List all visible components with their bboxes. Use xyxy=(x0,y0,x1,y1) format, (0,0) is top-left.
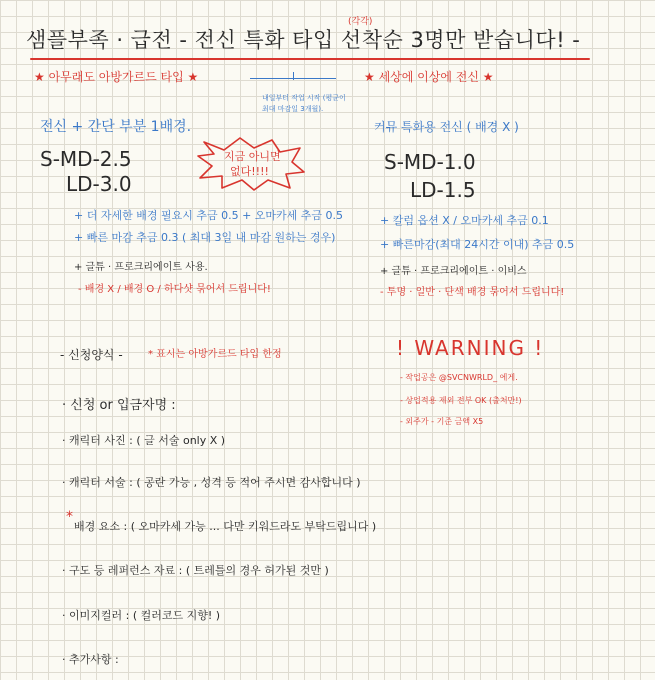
left-price-ld: LD-3.0 xyxy=(66,172,132,196)
right-price-ld: LD-1.5 xyxy=(410,178,476,202)
form-item-reference: · 구도 등 레퍼런스 자료 : ( 트레틀의 경우 허가된 것만 ) xyxy=(62,564,329,577)
center-tick xyxy=(293,72,294,80)
right-header: 커뮤 특화용 전신 ( 배경 X ) xyxy=(374,120,519,134)
left-type-label: ★ 아무래도 아방가르드 타입 ★ xyxy=(34,70,199,84)
right-price-sd-md: S-MD-1.0 xyxy=(384,150,476,174)
right-option-1: + 칼럼 옵션 X / 오마카세 추금 0.1 xyxy=(380,214,549,227)
left-price-sd-md: S-MD-2.5 xyxy=(40,147,132,171)
form-item-star: * xyxy=(66,509,73,525)
burst-line-1: 지금 아니면 xyxy=(224,150,281,163)
form-title: - 신청양식 - xyxy=(60,348,123,362)
center-note-2: 최대 마감일 3개월). xyxy=(262,105,324,113)
burst-line-2: 없다!!!! xyxy=(230,165,269,178)
form-item-image-color: · 이미지컬러 : ( 컬러코드 지향! ) xyxy=(62,609,221,622)
right-option-2: + 빠른마감(최대 24시간 이내) 추금 0.5 xyxy=(380,238,575,251)
form-star-note: * 표시는 아방가르드 타입 한정 xyxy=(148,349,282,360)
left-header: 전신 + 간단 부분 1배경. xyxy=(40,119,192,135)
form-item-character-photo: · 캐릭터 사진 : ( 글 서술 only X ) xyxy=(62,434,226,447)
left-option-1: + 더 자세한 배경 필요시 추금 0.5 + 오마카세 추금 0.5 xyxy=(74,209,344,222)
form-item-character-description: · 캐릭터 서술 : ( 공란 가능 , 성격 등 적어 주시면 감사합니다 ) xyxy=(62,476,361,489)
center-note-1: 내일부터 작업 시작 (평균이 xyxy=(262,94,346,102)
right-tools-note: + 글튜 · 프로크리에이트 · 이비스 xyxy=(380,266,527,277)
form-item-applicant: · 신청 or 입금자명 : xyxy=(62,398,176,413)
right-type-label: ★ 세상에 이상에 전신 ★ xyxy=(364,70,494,84)
form-item-background: 배경 요소 : ( 오마카세 가능 ... 다만 키워드라도 부탁드립니다 ) xyxy=(74,520,377,533)
left-option-2: + 빠른 마감 추금 0.3 ( 최대 3일 내 마감 원하는 경우) xyxy=(74,231,336,244)
left-tools-note: + 글튜 · 프로크리에이트 사용. xyxy=(74,262,208,273)
warning-title: ! WARNING ! xyxy=(396,336,545,360)
title-superscript: (각각) xyxy=(348,17,373,27)
warning-item-2: - 상업적용 제외 전부 OK (출처만!) xyxy=(400,396,522,405)
page-title: 샘플부족 · 급전 - 전신 특화 타입 선착순 3명만 받습니다! - xyxy=(26,28,581,52)
warning-item-3: - 외주가 - 기준 금액 X5 xyxy=(400,417,484,426)
form-item-extra: · 추가사항 : xyxy=(62,653,119,666)
left-output-note: - 배경 X / 배경 O / 하다샷 묶어서 드립니다! xyxy=(78,284,271,295)
right-output-note: - 투명 · 일반 · 단색 배경 묶어서 드립니다! xyxy=(380,287,565,298)
title-underline xyxy=(30,58,590,60)
warning-item-1: - 작업공은 @SVCNWRLD_ 에게. xyxy=(400,373,518,382)
